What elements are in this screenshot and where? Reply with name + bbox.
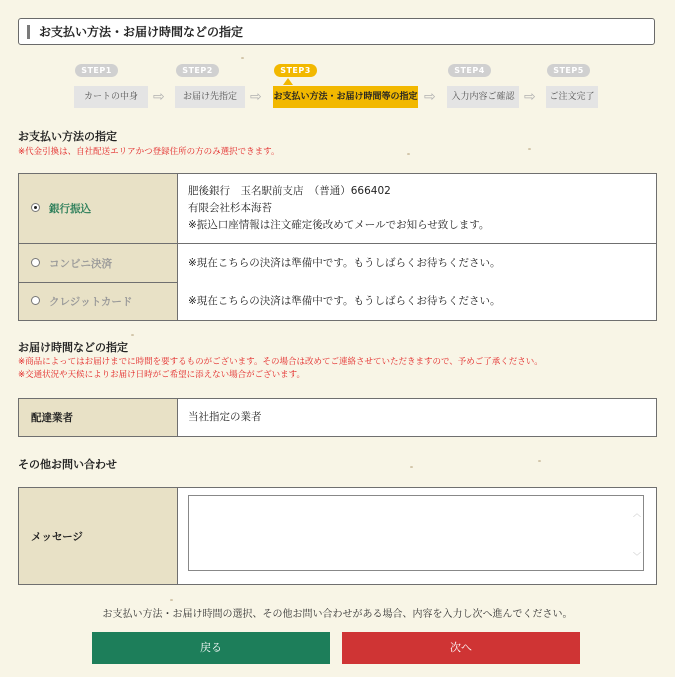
scroll-down-icon[interactable]: ﹀	[633, 552, 641, 561]
step-label: 入力内容ご確認	[447, 86, 519, 108]
step-tag: STEP2	[176, 64, 219, 77]
message-cell	[178, 488, 657, 585]
form-instruction: お支払い方法・お届け時間の選択、その他お問い合わせがある場合、内容を入力し次へ進んでください。	[102, 609, 573, 620]
step-arrow-icon: ⇨	[250, 89, 262, 105]
bank-account-holder: 有限会社杉本海苔	[188, 202, 272, 214]
payment-heading: お支払い方法の指定	[18, 130, 117, 143]
step-arrow-icon: ⇨	[153, 89, 165, 105]
radio-selected-icon[interactable]	[31, 203, 40, 212]
paper-speck	[170, 599, 173, 601]
payment-option-row	[19, 244, 657, 283]
paper-speck	[528, 148, 531, 150]
message-label: メッセージ	[19, 488, 178, 585]
carrier-value: 当社指定の業者	[178, 399, 657, 437]
paper-speck	[410, 466, 413, 468]
page-title: お支払い方法・お届け時間などの指定	[39, 25, 244, 39]
step-label: ご注文完了	[546, 86, 598, 108]
delivery-note: ※商品によってはお届けまでに時間を要するものがございます。その場合は改めてご連絡させていただきますので、予めご了承ください。	[18, 357, 543, 367]
message-textarea-wrap	[188, 495, 644, 577]
title-accent-bar	[27, 25, 30, 39]
payment-option-label[interactable]: クレジットカード	[49, 296, 133, 308]
paper-speck	[407, 153, 410, 155]
payment-option-credit-card[interactable]	[19, 283, 178, 321]
payment-option-detail: ※現在こちらの決済は準備中です。もうしばらくお待ちください。	[178, 283, 657, 321]
carrier-row	[19, 399, 657, 437]
delivery-note: ※交通状況や天候によりお届け日時がご希望に添えない場合がございます。	[18, 370, 305, 380]
step-arrow-icon: ⇨	[524, 89, 536, 105]
step-arrow-icon: ⇨	[424, 89, 436, 105]
payment-option-detail: ※現在こちらの決済は準備中です。もうしばらくお待ちください。	[178, 244, 657, 283]
step-label: お支払い方法・お届け時間等の指定	[273, 86, 418, 108]
page-title-bar	[18, 18, 655, 45]
payment-option-row	[19, 174, 657, 244]
current-step-pointer-icon	[283, 78, 293, 85]
message-row	[19, 488, 657, 585]
payment-option-label[interactable]: コンビニ決済	[49, 257, 112, 270]
paper-speck	[241, 57, 244, 59]
payment-method-table	[18, 173, 657, 321]
bank-account-note: ※振込口座情報は注文確定後改めてメールでお知らせ致します。	[188, 219, 490, 231]
scroll-up-icon[interactable]: ︿	[633, 509, 641, 518]
radio-unselected-icon[interactable]	[31, 258, 40, 267]
payment-option-convenience[interactable]	[19, 244, 178, 283]
bank-account-line: 肥後銀行 玉名駅前支店 （普通）666402	[188, 185, 391, 197]
radio-unselected-icon[interactable]	[31, 296, 40, 305]
checkout-steps	[74, 64, 604, 108]
paper-speck	[538, 460, 541, 462]
step-tag: STEP1	[75, 64, 118, 77]
step-tag: STEP3	[274, 64, 317, 77]
payment-option-row	[19, 283, 657, 321]
delivery-heading: お届け時間などの指定	[18, 341, 128, 354]
step-tag: STEP5	[547, 64, 590, 77]
inquiry-heading: その他お問い合わせ	[18, 458, 117, 471]
payment-option-detail	[178, 174, 657, 244]
step-label: カートの中身	[74, 86, 148, 108]
next-button[interactable]: 次へ	[342, 632, 580, 664]
back-button[interactable]: 戻る	[92, 632, 330, 664]
delivery-table	[18, 398, 657, 437]
payment-option-bank[interactable]	[19, 174, 178, 244]
step-label: お届け先指定	[175, 86, 245, 108]
inquiry-table	[18, 487, 657, 585]
payment-option-label[interactable]: 銀行振込	[49, 203, 91, 215]
carrier-label: 配達業者	[19, 399, 178, 437]
message-textarea[interactable]	[188, 495, 644, 571]
payment-note: ※代金引換は、自社配送エリアかつ登録住所の方のみ選択できます。	[18, 147, 280, 157]
step-tag: STEP4	[448, 64, 491, 77]
paper-speck	[131, 334, 134, 336]
